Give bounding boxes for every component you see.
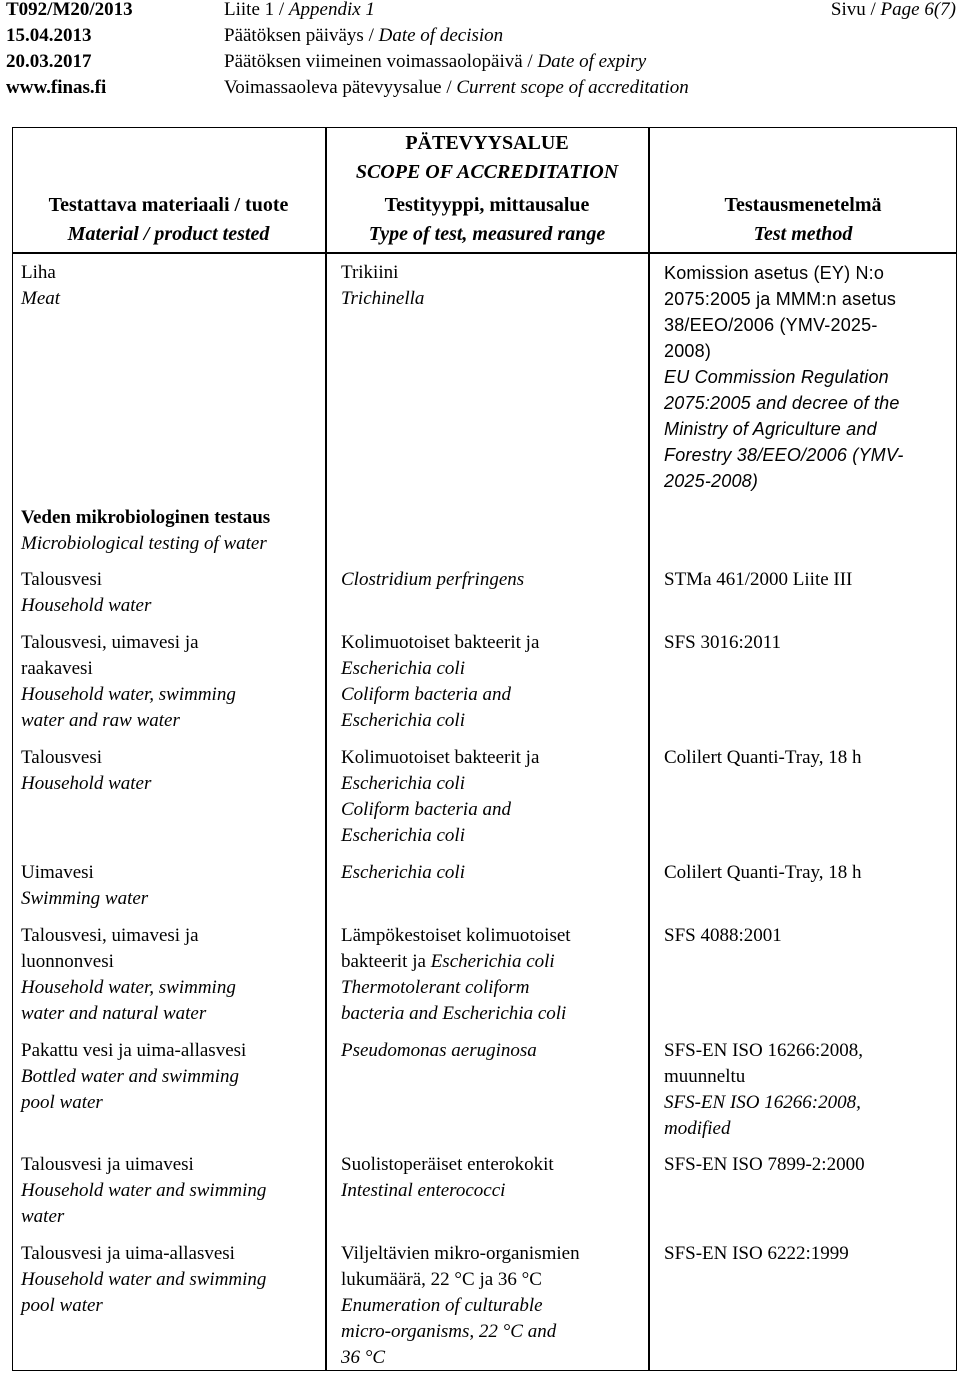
scope-heading: PÄTEVYYSALUE	[405, 132, 569, 154]
method-cell: Komission asetus (EY) N:o 2075:2005 ja MMM:n asetus 38/EEO/2006 (YMV-2025- 2008) EU Commission Regulation 2075:2005 and decree of the Ministry of Agriculture and Forestry 38/EEO/2006 (YMV- 2025-2008)	[664, 263, 904, 491]
material-cell: Talousvesi Household water	[21, 747, 152, 794]
decision-date: 15.04.2013	[6, 25, 92, 46]
method-cell: Colilert Quanti-Tray, 18 h	[664, 747, 862, 768]
method-cell: SFS 4088:2001	[664, 925, 782, 946]
decision-date-label: Päätöksen päiväys / Date of decision	[224, 25, 504, 46]
appendix-label: Liite 1 / Appendix 1	[224, 0, 375, 20]
document-id: T092/M20/2013	[6, 0, 133, 20]
material-cell: Talousvesi, uimavesi ja luonnonvesi Household water, swimming water and natural water	[21, 925, 236, 1024]
section-heading: Veden mikrobiologinen testaus Microbiological testing of water	[21, 507, 271, 554]
header-row-divider	[12, 252, 957, 254]
test-type-cell: Viljeltävien mikro-organismien lukumäärä, 22 °C ja 36 °C Enumeration of culturable micro-organisms, 22 °C and 36 °C	[341, 1243, 580, 1368]
material-cell: Talousvesi Household water	[21, 569, 152, 616]
test-type-cell: Lämpökestoiset kolimuotoiset bakteerit ja Escherichia coli Thermotolerant coliform bacteria and Escherichia coli	[341, 925, 571, 1024]
page-number: Sivu / Page 6(7)	[830, 0, 956, 20]
test-type-cell: Pseudomonas aeruginosa	[341, 1040, 537, 1061]
page-header	[0, 0, 960, 110]
test-type-cell: Kolimuotoiset bakteerit ja Escherichia coli Coliform bacteria and Escherichia coli	[341, 632, 540, 731]
test-type-cell: Suolistoperäiset enterokokit Intestinal enterococci	[341, 1154, 554, 1201]
website-link[interactable]: www.finas.fi	[6, 77, 107, 98]
test-type-cell: Trikiini Trichinella	[341, 262, 425, 309]
test-type-cell: Escherichia coli	[341, 862, 465, 883]
material-cell: Uimavesi Swimming water	[21, 862, 149, 909]
scope-label: Voimassaoleva pätevyysalue / Current scope of accreditation	[224, 77, 689, 98]
column-header-method: Testausmenetelmä Test method	[724, 194, 882, 245]
method-cell: SFS-EN ISO 16266:2008, muunneltu SFS-EN ISO 16266:2008, modified	[664, 1040, 863, 1139]
material-cell: Liha Meat	[21, 262, 61, 309]
method-cell: SFS-EN ISO 7899-2:2000	[664, 1154, 865, 1175]
material-cell: Talousvesi, uimavesi ja raakavesi Household water, swimming water and raw water	[21, 632, 236, 731]
method-cell: SFS 3016:2011	[664, 632, 782, 653]
expiry-date-label: Päätöksen viimeinen voimassaolopäivä / Date of expiry	[224, 51, 647, 72]
test-type-cell: Clostridium perfringens	[341, 569, 525, 590]
test-type-cell: Kolimuotoiset bakteerit ja Escherichia coli Coliform bacteria and Escherichia coli	[341, 747, 540, 846]
scope-heading-en: SCOPE OF ACCREDITATION	[355, 161, 619, 183]
material-cell: Talousvesi ja uima-allasvesi Household water and swimming pool water	[21, 1243, 267, 1316]
method-cell: Colilert Quanti-Tray, 18 h	[664, 862, 862, 883]
column-header-material: Testattava materiaali / tuote Material / product tested	[48, 194, 289, 245]
column-header-test-type: PÄTEVYYSALUE SCOPE OF ACCREDITATION Testityyppi, mittausalue Type of test, measured range	[326, 129, 648, 249]
material-cell: Pakattu vesi ja uima-allasvesi Bottled water and swimming pool water	[21, 1040, 247, 1113]
method-cell: SFS-EN ISO 6222:1999	[664, 1243, 849, 1264]
method-cell: STMa 461/2000 Liite III	[664, 569, 853, 590]
column-divider	[325, 127, 327, 1371]
expiry-date: 20.03.2017	[6, 51, 92, 72]
material-cell: Talousvesi ja uimavesi Household water and swimming water	[21, 1154, 267, 1227]
